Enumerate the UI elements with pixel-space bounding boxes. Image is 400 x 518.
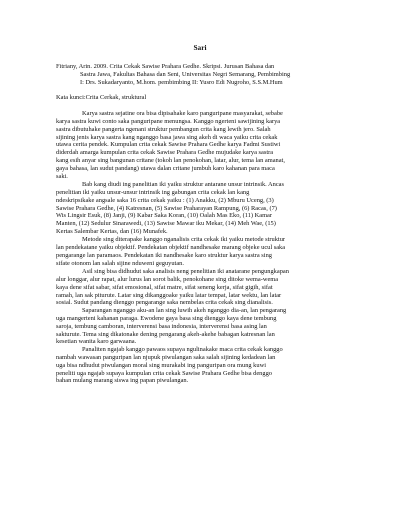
paragraph-line: peneliti uga ngajab supaya kumpulan crita cekak Sawise Prahara Gedhe bisa denggo (56, 369, 272, 377)
paragraph-2 (56, 181, 348, 236)
paragraph-line: saroja, tembung camboran, interverensi basa indonesia, interverensi basa asing lan (56, 322, 267, 330)
paragraph-3 (56, 236, 348, 267)
page-title: Sari (193, 43, 207, 52)
paragraph-line: kang esih anyar sing bangunan critane (tokoh lan penokohan, latar, alur, tema lan amanat, (56, 157, 285, 165)
paragraph-line: sijining jenis karya sastra kang nganggo basa jawa sing akeh di waca yaiku crita cekak (56, 133, 278, 141)
paragraph-line: Manten, (12) Sedulur Sinarawedi, (13) Sawise Mawar iku Mekar, (14) Meh Wae, (15) (56, 220, 276, 228)
paragraph-line: karya sastra kuwi conto saka panguripane menungsa. Kanggo ngerteni sawijining karya (56, 117, 281, 125)
paragraph-line: uga mangerteni kahanan paraga. Ewodene gaya basa sing dienggo kaya dene tembung (56, 314, 277, 322)
paragraph-line: ndeskripsikake angsale saka 16 crita cekak yaiku : (1) Anakku, (2) Mburu Uceng, (3) (56, 196, 274, 204)
paragraph-line: gaya bahasa, lan sudut pandang) utawa dalan critane jumbuh karo kahanan para maca (56, 164, 275, 172)
paragraph-line: nambah wawasan panguripan lan njupuk piwulangan saka salah sijining kedadean lan (56, 353, 276, 361)
paragraph-line: Kertas Salembar Kertas, dan (16) Munafek. (56, 228, 168, 236)
paragraph-line: kesetian wanita karo garwaana. (56, 338, 137, 346)
paragraph-line: Wis Lingsir Esuk, (8) Janji, (9) Kabar Saka Koran, (10) Oalah Mas Eko, (11) Kamar (56, 212, 273, 220)
paragraph-line: Saparangan nganggo aku-an lan sing luwih akeh nganggo dia-an, lan pengarang (82, 307, 287, 314)
paragraph-line: alur longgar, alur rapat, alur lurus lan sorot balik, penokohane sing ditoke wema-wema (56, 275, 279, 283)
paragraph-line: Metode sing diterapake kanggo nganalisis crita cekak iki yaiku metode struktur (82, 236, 286, 243)
keywords: Kata kunci:Crita Cerkak, struktural (56, 94, 147, 101)
paragraph-line: Karya sastra sejatine ora bisa dipisahake karo panguripane masyarakat, sebabe (82, 110, 283, 117)
paragraph-6 (56, 346, 348, 385)
paragraph-line: pengarange lan paramaos. Pendekatan iki nandhesake karo struktur karya sastra sing (56, 251, 272, 259)
paragraph-5 (56, 307, 348, 346)
paragraph-line: diderdah amarga kumpulan crita cekak Sawise Prahara Gedhe mujudake karya sastra (56, 149, 274, 157)
paragraph-line: Bab kang diudi ing panelitian iki yaiku struktur antarane unsur intrinsik. Ancas (82, 181, 284, 188)
citation-line: Fitriany, Arin. 2009. Crita Cekak Sawise Prahara Gedhe. Skripsi. Jurusan Bahasa dan (56, 63, 275, 70)
paragraph-1 (56, 110, 348, 181)
citation (56, 63, 348, 87)
paragraph-line: ramah, lan sak piturute. Latar sing dikanggoake yaiku latar tempat, latar wektu, lan latar (56, 291, 282, 299)
paragraph-line: Panaliten ngajab kanggo pawaos supaya ngulinakake maca crita cekak kanggo (82, 346, 283, 353)
paragraph-line: sakturute. Tema sing dikatonake dening pengarang akeh-akehe babagan katresnan lan (56, 330, 275, 338)
paragraph-line: Sawise Prahara Gedhe, (4) Katresnan, (5) Sawise Praharayan Rampung, (6) Racas, (7) (56, 204, 277, 212)
paragraph-4 (56, 268, 348, 307)
paragraph-line: utawa cerita pendek. Kumpulan crita cekak Sawise Prahara Gedhe karya Fadmi Sustiwi (56, 141, 281, 149)
paragraph-line: sastra dibutuhake pangerta ngenani struktur pembangun crita kang lewih jero. Salah (56, 125, 271, 133)
paragraph-line: penelitian iki yaiku unsur-unsur intrinsik ing gabungan crita cekak lan kang (56, 188, 250, 196)
paragraph-line: Asil sing bisa didhudut saka analisis neng penelitian iki anatarane pengungkapan (82, 268, 289, 275)
paragraph-line: bahan mulang marang siswa ing papan piwulangan. (56, 377, 189, 385)
citation-line: I: Drs. Sukadaryanto, M.hom. pembimbing II: Yusro Edi Nugroho, S.S.M.Hum (80, 78, 283, 86)
paragraph-line: sosial. Sudut pandang dienggo pengarange saka nembelas crita cekak sing dianalisis. (56, 299, 273, 307)
paragraph-line: kaya dene sifat sabar, sifat emosional, sifat matre, sifat seneng kerja, sifat gigih, sifat (56, 283, 273, 291)
paragraph-line: saki. (56, 172, 68, 180)
paragraph-line: lan pendekatane yaiku objektif. Pendekatan objektif nandhesake marang objeke ucul saka (56, 243, 286, 251)
paragraph-line: sifate otonom lan salah sijine nduweni geguyutan. (56, 259, 184, 267)
paragraph-line: uga bisa ndhudut piwulangan moral sing murakabi ing panguripan ora mung kuwi (56, 361, 266, 369)
citation-line: Sastra Jawa, Fakultas Bahasa dan Seni, Universitas Negri Semarang, Pembimbing (80, 70, 291, 78)
